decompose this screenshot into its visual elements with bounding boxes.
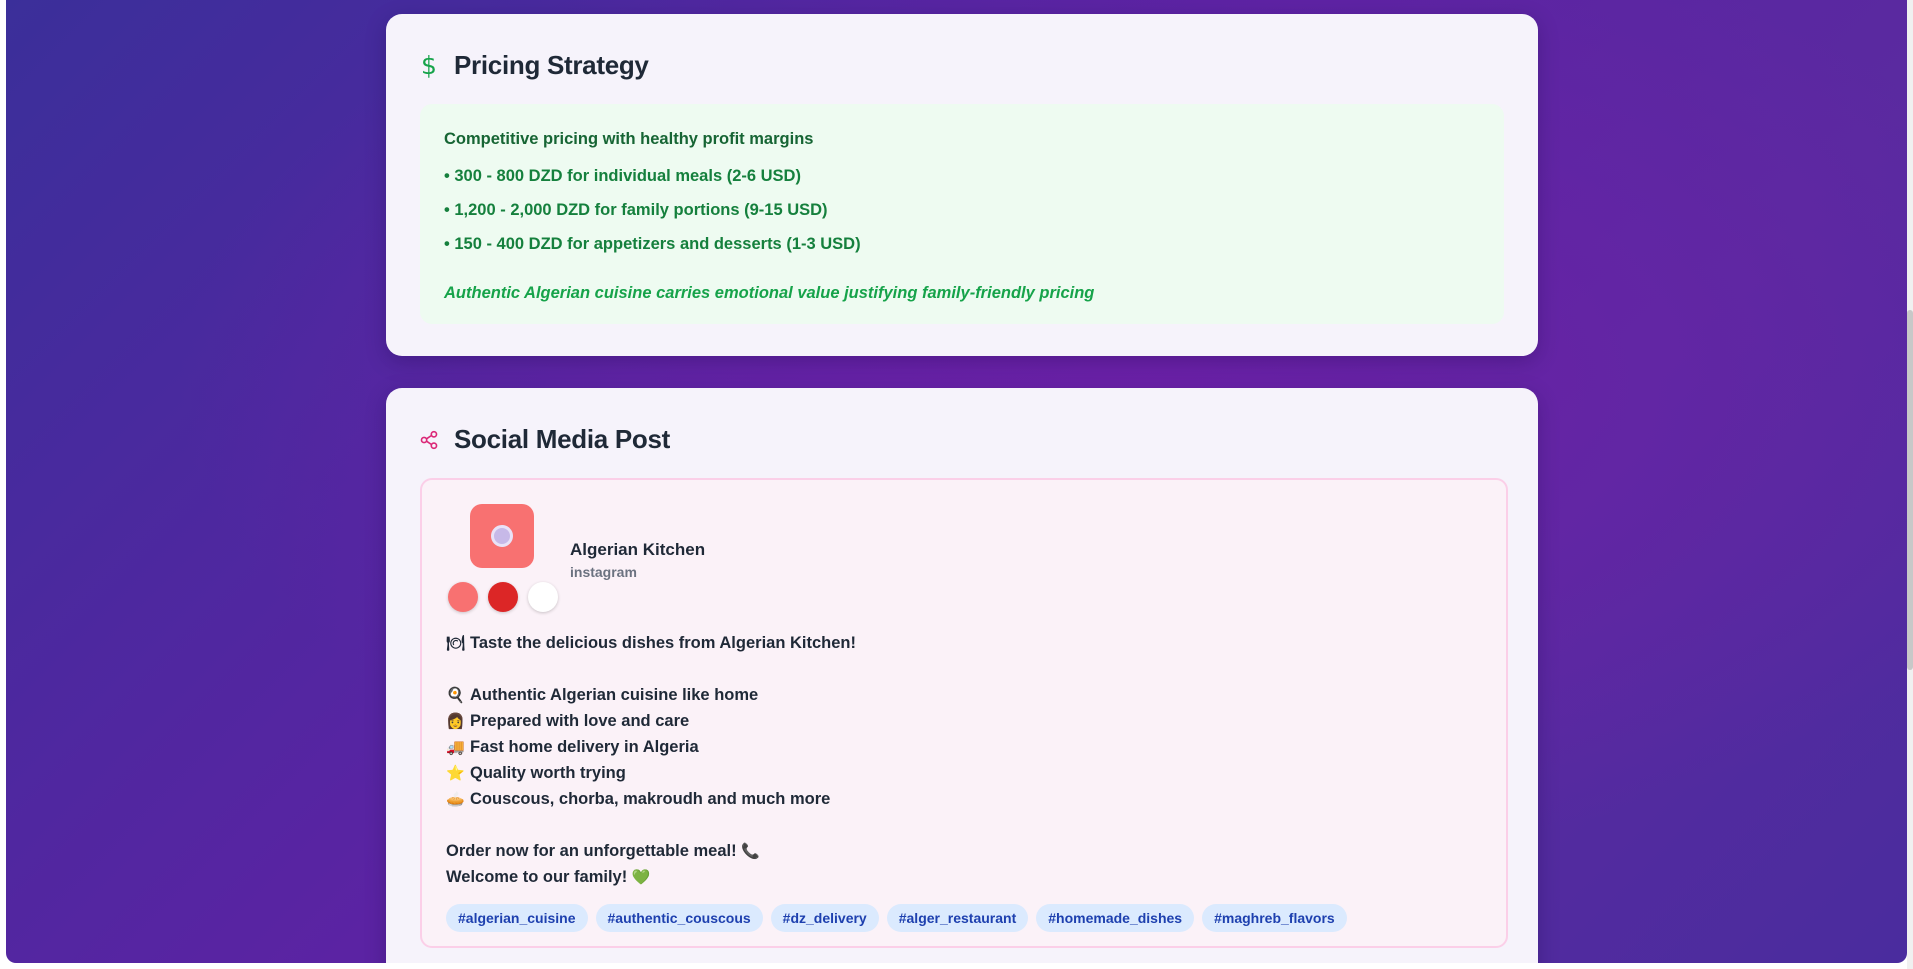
post-preview <box>420 478 1508 948</box>
caption-line: 🚚 Fast home delivery in Algeria <box>446 734 856 760</box>
account-avatar <box>470 504 534 568</box>
star-icon: ⭐ <box>446 764 465 782</box>
pricing-details-box <box>420 104 1504 324</box>
pricing-header <box>420 50 649 81</box>
pricing-item: • 150 - 400 DZD for appetizers and desserts (1-3 USD) <box>444 235 861 253</box>
color-swatch <box>448 582 478 612</box>
platform-label: instagram <box>570 564 637 580</box>
scrollbar[interactable] <box>1907 0 1913 969</box>
hashtag-chip[interactable]: #homemade_dishes <box>1036 904 1194 932</box>
caption-line: 🍽 Taste the delicious dishes from Algerian Kitchen! <box>446 630 856 656</box>
social-media-post-card <box>386 388 1538 963</box>
pricing-strategy-card <box>386 14 1538 356</box>
share-icon <box>420 428 438 452</box>
pricing-title: Pricing Strategy <box>454 50 649 80</box>
page-background <box>6 0 1907 963</box>
pie-icon: 🥧 <box>446 790 465 808</box>
social-title: Social Media Post <box>454 424 670 454</box>
hashtag-chip[interactable]: #dz_delivery <box>771 904 879 932</box>
pricing-note: Authentic Algerian cuisine carries emotional value justifying family-friendly pricing <box>444 284 1095 302</box>
pricing-item: • 300 - 800 DZD for individual meals (2-6 USD) <box>444 167 801 185</box>
caption-line: Welcome to our family! 💚 <box>446 864 856 890</box>
caption-line: 🥧 Couscous, chorba, makroudh and much more <box>446 786 856 812</box>
color-swatch <box>488 582 518 612</box>
pricing-list <box>444 166 861 268</box>
phone-icon: 📞 <box>741 842 760 860</box>
caption-line: 🍳 Authentic Algerian cuisine like home <box>446 682 856 708</box>
plate-icon: 🍽 <box>446 634 466 652</box>
delivery-truck-icon: 🚚 <box>446 738 465 756</box>
caption-line: Order now for an unforgettable meal! 📞 <box>446 838 856 864</box>
hashtag-list <box>446 904 1355 932</box>
green-heart-icon: 💚 <box>631 868 651 886</box>
hashtag-chip[interactable]: #alger_restaurant <box>887 904 1029 932</box>
account-name: Algerian Kitchen <box>570 540 706 559</box>
pricing-item: • 1,200 - 2,000 DZD for family portions (9-15 USD) <box>444 201 828 219</box>
social-header <box>420 424 670 455</box>
scrollbar-thumb[interactable] <box>1907 310 1913 670</box>
dollar-icon: $ <box>421 51 437 80</box>
caption-line: ⭐ Quality worth trying <box>446 760 856 786</box>
cook-icon: 👩 <box>446 712 465 730</box>
post-caption <box>446 630 856 890</box>
pricing-heading: Competitive pricing with healthy profit margins <box>444 130 814 148</box>
hashtag-chip[interactable]: #maghreb_flavors <box>1202 904 1347 932</box>
cooking-icon: 🍳 <box>446 686 465 704</box>
caption-line: 👩 Prepared with love and care <box>446 708 856 734</box>
hashtag-chip[interactable]: #algerian_cuisine <box>446 904 588 932</box>
plate-icon <box>491 525 513 547</box>
hashtag-chip[interactable]: #authentic_couscous <box>596 904 763 932</box>
color-swatch <box>528 582 558 612</box>
brand-color-swatches <box>448 582 568 612</box>
